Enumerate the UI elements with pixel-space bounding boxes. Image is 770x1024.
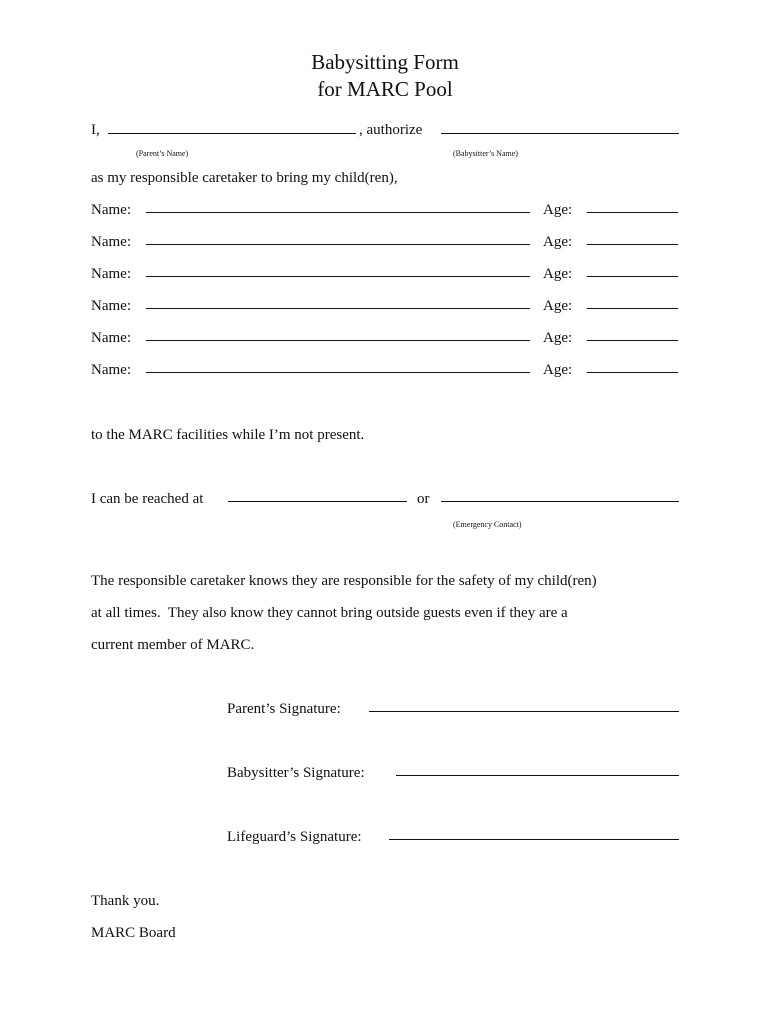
child-age-label: Age: (543, 266, 573, 282)
babysitter-signature-label: Babysitter’s Signature: (227, 765, 365, 781)
child-name-label: Name: (91, 330, 131, 346)
child-name-field[interactable] (146, 244, 530, 245)
primary-contact-field[interactable] (228, 501, 407, 502)
babysitter-name-field[interactable] (441, 133, 679, 134)
parent-name-field[interactable] (108, 133, 356, 134)
child-age-label: Age: (543, 298, 573, 314)
child-age-label: Age: (543, 202, 573, 218)
child-age-field[interactable] (587, 244, 678, 245)
child-name-field[interactable] (146, 372, 530, 373)
child-age-field[interactable] (587, 372, 678, 373)
child-name-field[interactable] (146, 276, 530, 277)
parent-name-caption: (Parent’s Name) (136, 149, 189, 158)
responsibility-line-1: The responsible caretaker knows they are responsible for the safety of my child(ren) (91, 573, 597, 589)
child-age-field[interactable] (587, 308, 678, 309)
lifeguard-signature-label: Lifeguard’s Signature: (227, 829, 362, 845)
authorize-label: , authorize (359, 122, 423, 138)
babysitter-name-caption: (Babysitter’s Name) (453, 149, 518, 158)
emergency-contact-field[interactable] (441, 501, 679, 502)
thank-you-text: Thank you. (91, 893, 160, 909)
child-name-label: Name: (91, 202, 131, 218)
responsibility-line-2: at all times. They also know they cannot bring outside guests even if they are a (91, 605, 568, 621)
parent-signature-label: Parent’s Signature: (227, 701, 341, 717)
child-name-label: Name: (91, 298, 131, 314)
marc-board-signoff: MARC Board (91, 925, 176, 941)
child-age-label: Age: (543, 362, 573, 378)
parent-signature-field[interactable] (369, 711, 679, 712)
reached-label: I can be reached at (91, 491, 204, 507)
facilities-text: to the MARC facilities while I’m not present. (91, 427, 365, 443)
caretaker-text: as my responsible caretaker to bring my child(ren), (91, 170, 398, 186)
child-age-label: Age: (543, 330, 573, 346)
babysitter-signature-field[interactable] (396, 775, 679, 776)
i-label: I, (91, 122, 100, 138)
child-name-field[interactable] (146, 212, 530, 213)
child-age-label: Age: (543, 234, 573, 250)
child-name-label: Name: (91, 362, 131, 378)
child-age-field[interactable] (587, 340, 678, 341)
child-name-field[interactable] (146, 308, 530, 309)
child-age-field[interactable] (587, 276, 678, 277)
emergency-contact-caption: (Emergency Contact) (453, 520, 522, 529)
child-name-label: Name: (91, 234, 131, 250)
child-name-field[interactable] (146, 340, 530, 341)
form-subtitle: for MARC Pool (317, 77, 453, 101)
form-title: Babysitting Form (311, 50, 459, 74)
or-label: or (417, 491, 430, 507)
child-name-label: Name: (91, 266, 131, 282)
responsibility-line-3: current member of MARC. (91, 637, 255, 653)
child-age-field[interactable] (587, 212, 678, 213)
lifeguard-signature-field[interactable] (389, 839, 679, 840)
